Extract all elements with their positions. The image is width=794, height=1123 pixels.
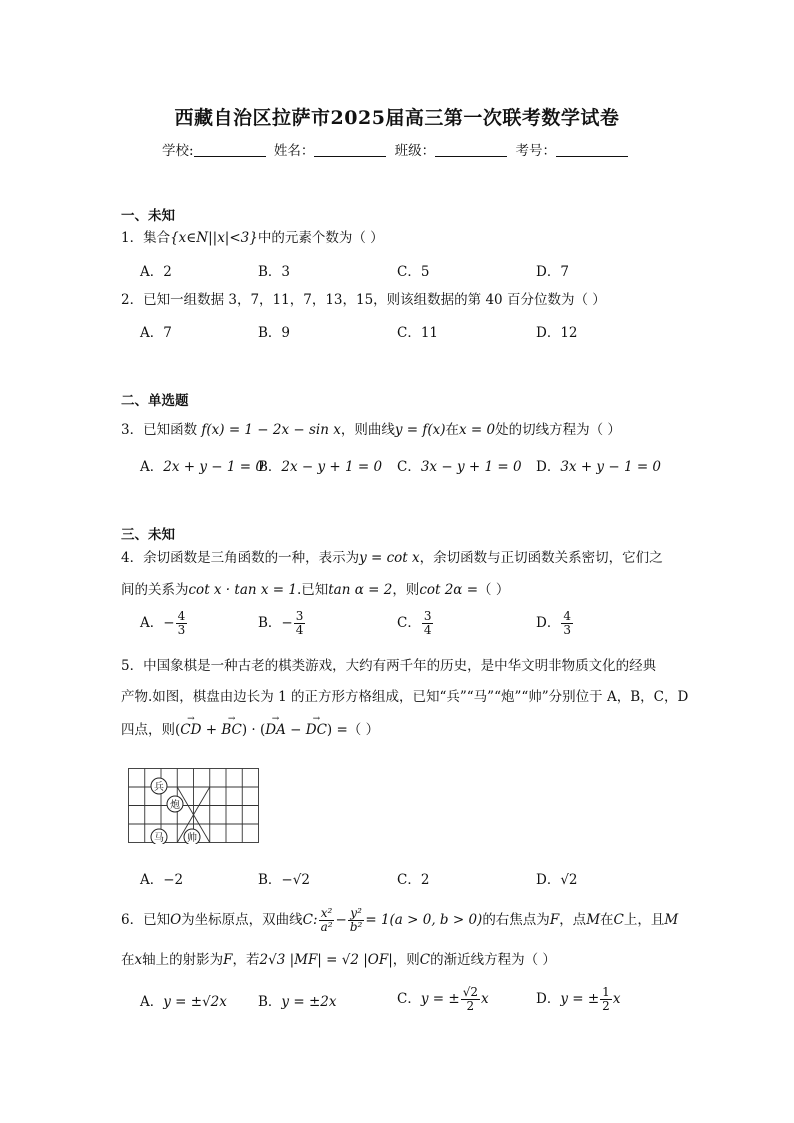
q4-option-a-frac: [176, 610, 188, 637]
q4-ask: cot 2α =: [419, 582, 479, 598]
q4-option-b-label: B．: [258, 615, 282, 631]
q3-option-b-label: B．: [258, 459, 282, 475]
q4-option-a-sign: −: [163, 615, 175, 631]
q6-equation: 2√3 |MF| = √2 |OF|: [259, 952, 393, 968]
q6-option-d-x: x: [612, 991, 621, 1007]
q4-line2-mid2: ，则: [392, 582, 420, 598]
q6-condition: = 1(a > 0, b > 0): [365, 912, 483, 928]
q6-option-c[interactable]: [397, 986, 489, 1013]
q4-option-a-label: A．: [140, 615, 164, 631]
q3-function: f(x) = 1 − 2x − sin x: [201, 422, 341, 438]
q6-line1-mid2: 的右焦点为: [482, 912, 550, 928]
piece-ma: [151, 829, 167, 844]
q6-x-axis: x: [134, 952, 143, 968]
school-label: 学校:: [162, 143, 194, 159]
piece-shuai: [184, 829, 200, 844]
question-5-line-3: 四点，则(→ CD + → BC) · (→ DA − → DC) =（ ）: [121, 720, 379, 740]
name-blank[interactable]: [314, 142, 386, 157]
q4-line2-prefix: 间的关系为: [121, 582, 189, 598]
q1-option-c[interactable]: C．5: [397, 264, 430, 280]
q6-option-d[interactable]: [536, 986, 620, 1013]
q4-line2-suffix: （ ）: [478, 582, 510, 598]
q6-hyperbola-label: C:: [302, 912, 318, 928]
question-5-line-1: 5．中国象棋是一种古老的棋类游戏，大约有两千年的历史，是中华文明非物质文化的经典: [121, 658, 657, 674]
q4-given: tan α = 2: [328, 582, 393, 598]
q4-options: [140, 610, 700, 646]
q3-option-c-label: C．: [397, 459, 421, 475]
q6-frac-y: $\frac{\text{y²}}{\text{b²}}$: [349, 906, 363, 934]
q6-option-c-expr: y = ±: [420, 991, 460, 1007]
section-heading-2: 二、单选题: [121, 393, 189, 409]
q6-line1-prefix: 6．已知: [121, 912, 171, 928]
q4-cot-expr: y = cot x: [359, 550, 420, 566]
q3-option-d-label: D．: [536, 459, 561, 475]
q6-focus: F: [549, 912, 560, 928]
q1-suffix: 中的元素个数为（ ）: [257, 230, 384, 246]
q5-option-a[interactable]: A．−2: [140, 872, 184, 888]
question-5-line-2: 产物.如图，棋盘由边长为 1 的正方形方格组成，已知“兵”“马”“炮”“帅”分别位于 A，B，C，D: [121, 689, 689, 705]
piece-bing-label: 兵: [154, 782, 164, 793]
q6-option-d-label: D．: [536, 991, 561, 1007]
q6-frac-x: $\frac{\text{x²}}{\text{a²}}$: [320, 906, 333, 934]
question-2: 2．已知一组数据 3，7，11，7，13，15，则该组数据的第 40 百分位数为（ ）: [121, 292, 606, 308]
school-blank[interactable]: [194, 142, 266, 157]
q3-option-d[interactable]: [536, 455, 661, 475]
q3-prefix: 3．已知函数: [121, 422, 198, 438]
q5-option-d[interactable]: D．√2: [536, 872, 578, 888]
q1-option-d[interactable]: D．7: [536, 264, 569, 280]
piece-pao-label: 炮: [170, 800, 180, 811]
q5-vector-bc: → BC: [221, 720, 242, 740]
q6-focus-2: F: [223, 952, 233, 968]
q6-option-d-den: 2: [602, 999, 610, 1013]
piece-pao: [167, 796, 183, 812]
question-4-line-2: [121, 580, 509, 600]
q3-mid2: 在: [445, 422, 460, 438]
q4-line2-mid: .已知: [296, 582, 329, 598]
q4-option-b-frac: [294, 610, 306, 637]
q3-option-b[interactable]: [258, 455, 382, 475]
q4-option-c-frac: [422, 610, 434, 637]
q4-option-d-num: 4: [563, 609, 571, 623]
q4-option-b-num: 3: [295, 609, 304, 623]
q3-suffix: 处的切线方程为（ ）: [495, 422, 621, 438]
q4-option-c-label: C．: [397, 615, 421, 631]
section-heading-1: 一、未知: [121, 208, 175, 224]
q4-option-d-label: D．: [536, 615, 561, 631]
q6-line2-mid2: ，若: [232, 952, 260, 968]
class-blank[interactable]: [435, 142, 507, 157]
q6-option-a-expr: y = ±√2x: [163, 994, 227, 1010]
class-label: 班级：: [394, 143, 436, 159]
q2-options: [140, 321, 700, 345]
q6-option-c-x: x: [480, 991, 489, 1007]
q4-option-a-den: 3: [177, 623, 186, 637]
q1-option-b[interactable]: B．3: [258, 264, 291, 280]
q6-point-m-2: M: [664, 912, 679, 928]
question-6-line-2: [121, 950, 556, 970]
question-4-line-1: [121, 548, 663, 568]
q6-curve-c-2: C: [419, 952, 431, 968]
q4-option-d-frac: [561, 610, 573, 637]
q2-option-a[interactable]: A．7: [140, 325, 172, 341]
q4-option-b-den: 4: [295, 623, 304, 637]
piece-shuai-label: 帅: [187, 833, 197, 844]
q6-curve-c: C: [613, 912, 624, 928]
q6-option-c-den: 2: [466, 999, 475, 1013]
q6-option-b-expr: y = ±2x: [281, 994, 337, 1010]
question-6-line-1: 6．已知O为坐标原点，双曲线C: $\frac{\text{x²}}{\text{a²}}$ − $\frac{\text{y²}}{\text{b²}}$ = 1(a > 0, b > 0)的右焦点为F，点M在C上，且M: [121, 906, 679, 934]
q6-option-c-frac: [461, 986, 480, 1013]
q4-option-d-den: 3: [563, 623, 571, 637]
q6-line2-suffix: 的渐近线方程为（ ）: [430, 952, 556, 968]
question-1: [121, 228, 384, 248]
q6-option-d-expr: y = ±: [560, 991, 600, 1007]
q6-point-m: M: [586, 912, 601, 928]
student-info-line: [0, 139, 794, 159]
q5-vector-dc: → DC: [306, 720, 327, 740]
q3-option-c-expr: 3x − y + 1 = 0: [420, 459, 522, 475]
q2-option-d[interactable]: D．12: [536, 325, 578, 341]
q4-line1-prefix: 4．余切函数是三角函数的一种，表示为: [121, 550, 360, 566]
q6-options: [140, 986, 700, 1022]
q3-option-a-expr: 2x + y − 1 = 0: [163, 459, 264, 475]
q5-line3-prefix: 四点，则: [121, 722, 175, 738]
q5-vector-da: → DA: [265, 720, 286, 740]
q6-option-a[interactable]: [140, 990, 227, 1010]
q6-line1-mid: 为坐标原点，双曲线: [181, 912, 303, 928]
exam-no-label: 考号：: [515, 143, 556, 159]
q6-line2-mid: 轴上的射影为: [142, 952, 224, 968]
q6-option-c-num: √2: [462, 985, 478, 999]
q4-option-a-num: 4: [177, 609, 186, 623]
q1-option-a[interactable]: A．2: [140, 264, 172, 280]
q5-options: [140, 868, 700, 892]
q4-option-d[interactable]: [536, 610, 574, 637]
q3-point: x = 0: [459, 422, 496, 438]
chessboard-figure: [128, 768, 260, 844]
q3-option-b-expr: 2x − y + 1 = 0: [281, 459, 383, 475]
section-heading-3: 三、未知: [121, 527, 175, 543]
question-3: [121, 420, 621, 440]
q3-option-a[interactable]: [140, 455, 264, 475]
q3-option-c[interactable]: [397, 455, 522, 475]
exam-title: 西藏自治区拉萨市2025届高三第一次联考数学试卷: [174, 107, 620, 129]
q5-line3-suffix: （ ）: [347, 722, 380, 738]
q6-line1-mid4: 在: [600, 912, 614, 928]
exam-no-blank[interactable]: [556, 142, 628, 157]
q4-line1-suffix: ，余切函数与正切函数关系密切，它们之: [419, 550, 663, 566]
q5-option-b[interactable]: B．−√2: [258, 872, 310, 888]
q2-option-b[interactable]: B．9: [258, 325, 291, 341]
q6-line1-suffix: 上，且: [623, 912, 665, 928]
q6-option-c-label: C．: [397, 991, 421, 1007]
q4-option-b-sign: −: [281, 615, 293, 631]
q4-option-a[interactable]: [140, 610, 188, 637]
q2-option-c[interactable]: C．11: [397, 325, 439, 341]
q6-line2-mid3: ，则: [392, 952, 420, 968]
q5-option-c[interactable]: C．2: [397, 872, 430, 888]
q6-line1-mid3: ，点: [559, 912, 587, 928]
q4-option-c-den: 4: [423, 623, 432, 637]
q6-option-d-frac: [600, 986, 612, 1013]
q4-relation: cot x · tan x = 1: [188, 582, 297, 598]
piece-ma-label: 马: [154, 833, 164, 844]
q6-origin: O: [170, 912, 182, 928]
q1-set: {x∈N||x|<3}: [170, 230, 258, 246]
q6-option-b-label: B．: [258, 994, 282, 1010]
q5-vector-cd: → CD: [180, 720, 201, 740]
q1-options: [140, 260, 700, 284]
q4-option-c-num: 3: [423, 609, 432, 623]
piece-bing: [151, 778, 167, 794]
q3-option-d-expr: 3x + y − 1 = 0: [560, 459, 662, 475]
q3-options: [140, 455, 700, 479]
q3-curve: y = f(x): [394, 422, 446, 438]
q1-prefix: 1．集合: [121, 230, 171, 246]
q4-option-c[interactable]: [397, 610, 434, 637]
q6-option-b[interactable]: [258, 990, 336, 1010]
q6-line2-prefix: 在: [121, 952, 135, 968]
q6-option-d-num: 1: [602, 985, 610, 999]
q6-option-a-label: A．: [140, 994, 164, 1010]
q3-mid: ，则曲线: [340, 422, 395, 438]
name-label: 姓名：: [273, 143, 315, 159]
q4-option-b[interactable]: [258, 610, 306, 637]
q3-option-a-label: A．: [140, 459, 164, 475]
